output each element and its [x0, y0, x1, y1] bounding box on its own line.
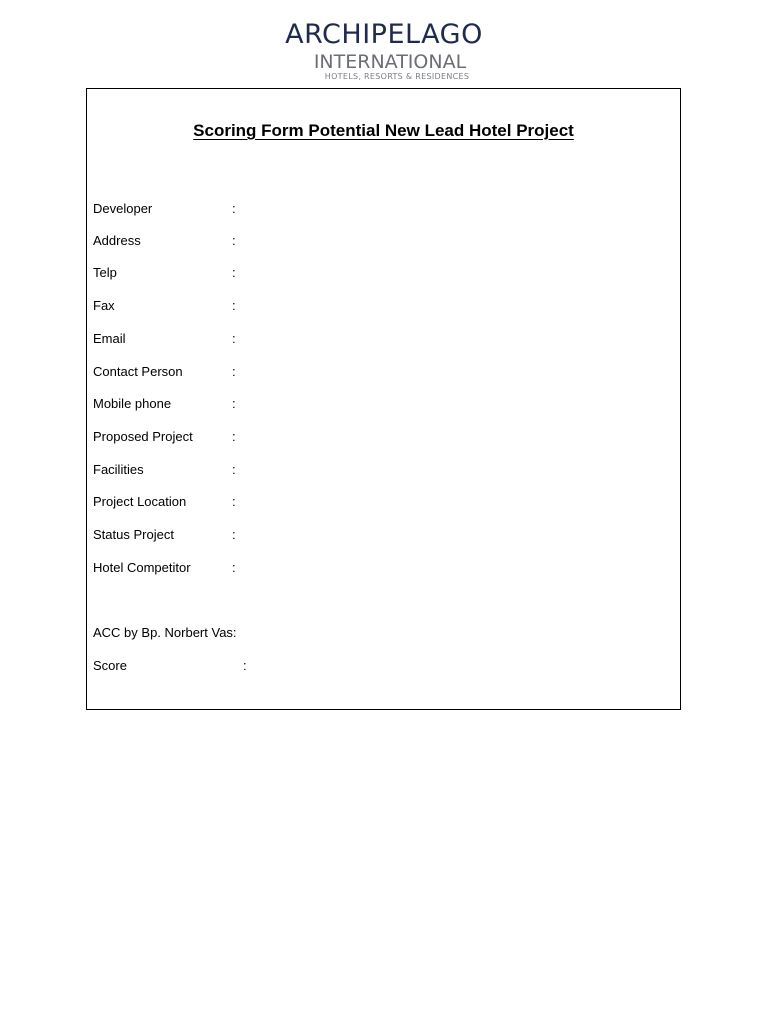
- field-label-telp: Telp: [93, 265, 117, 280]
- field-value-facilities: [242, 462, 542, 478]
- field-label-developer: Developer: [93, 201, 153, 216]
- company-logo: [0, 18, 768, 82]
- field-row-facilities: [93, 462, 542, 478]
- field-colon: :: [232, 494, 236, 509]
- field-colon: :: [232, 331, 236, 346]
- logo-main-text: ARCHIPELAGO: [285, 19, 483, 50]
- field-value-hotel-competitor: [242, 560, 542, 576]
- field-row-proposed-project: [93, 429, 542, 445]
- field-colon: :: [232, 364, 236, 379]
- field-value-fax: [242, 298, 542, 314]
- field-label-project-location: Project Location: [93, 494, 187, 509]
- field-colon: :: [232, 462, 236, 477]
- field-colon: :: [232, 201, 236, 216]
- field-label-contact-person: Contact Person: [93, 364, 183, 379]
- field-colon: :: [232, 429, 236, 444]
- field-colon: :: [243, 658, 247, 673]
- field-row-hotel-competitor: [93, 560, 542, 576]
- field-value-status-project: [242, 527, 542, 543]
- logo-sub-text: INTERNATIONAL: [313, 51, 467, 73]
- field-value-score: [253, 658, 553, 674]
- field-row-score: [93, 658, 553, 674]
- field-label-facilities: Facilities: [93, 462, 144, 477]
- field-row-developer: [93, 201, 542, 217]
- field-value-contact-person: [242, 364, 542, 380]
- field-label-address: Address: [93, 233, 141, 248]
- field-colon: :: [232, 527, 236, 542]
- field-label-status-project: Status Project: [93, 527, 174, 542]
- field-value-acc: [243, 625, 543, 641]
- field-value-telp: [242, 265, 542, 281]
- field-label-acc: ACC by Bp. Norbert Vas: [93, 625, 233, 640]
- field-colon: :: [232, 560, 236, 575]
- field-value-project-location: [242, 494, 542, 510]
- field-value-mobile-phone: [242, 396, 542, 412]
- field-row-status-project: [93, 527, 542, 543]
- field-value-proposed-project: [242, 429, 542, 445]
- field-row-acc: [93, 625, 543, 641]
- field-label-email: Email: [93, 331, 126, 346]
- field-row-email: [93, 331, 542, 347]
- field-colon: :: [232, 396, 236, 411]
- field-row-telp: [93, 265, 542, 281]
- field-row-address: [93, 233, 542, 249]
- logo-tagline: HOTELS, RESORTS & RESIDENCES: [324, 72, 470, 81]
- field-row-contact-person: [93, 364, 542, 380]
- field-value-email: [242, 331, 542, 347]
- field-row-mobile-phone: [93, 396, 542, 412]
- field-colon: :: [232, 233, 236, 248]
- field-colon: :: [232, 265, 236, 280]
- field-label-fax: Fax: [93, 298, 115, 313]
- field-label-proposed-project: Proposed Project: [93, 429, 193, 444]
- form-title: Scoring Form Potential New Lead Hotel Project: [193, 121, 574, 140]
- field-label-score: Score: [93, 658, 127, 673]
- field-row-project-location: [93, 494, 542, 510]
- field-value-developer: [242, 201, 542, 217]
- scoring-form: [86, 88, 681, 710]
- field-value-address: [242, 233, 542, 249]
- field-colon: :: [232, 298, 236, 313]
- field-label-hotel-competitor: Hotel Competitor: [93, 560, 191, 575]
- field-colon: :: [232, 625, 237, 640]
- field-row-fax: [93, 298, 542, 314]
- field-label-mobile-phone: Mobile phone: [93, 396, 172, 411]
